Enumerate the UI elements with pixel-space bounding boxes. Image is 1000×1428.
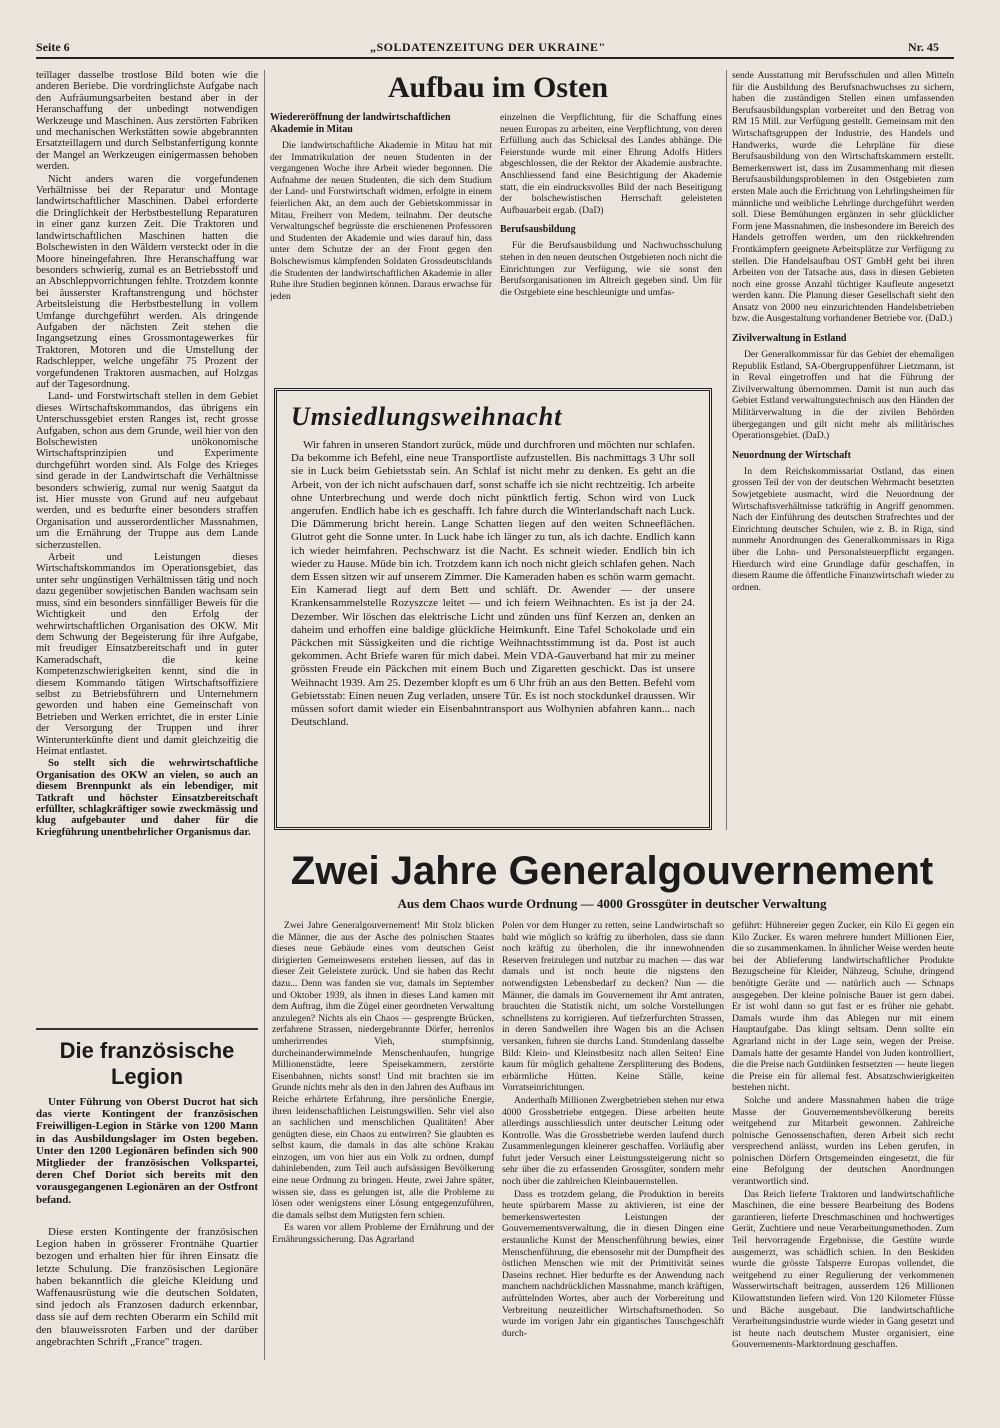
gg-col1: Zwei Jahre Generalgouvernement! Mit Stolz blicken die Männer, die aus der Asche des polnischen Staates dieses neue Gebäude eines vom deutschen Geist dirigierten Gemeinwesens erstehen liessen, auf das in dieser Zeit Geleistete zurück. Und sie haben das Recht dazu... Denn was fanden sie vor, damals im September und Oktober 1939, als ihnen in dieses Land kamen mit dem Auftrag, ihm die Zügel einer geordneten Verwaltung anzulegen? Nichts als ein Chaos — gesprengte Brücken, zerfahrene Strassen, niedergebrannte Dörfer, herrenlos umherirrendes Vieh, stumpfsinnig, durcheinanderwimmelnde Menschenhaufen, hungrige Millionenstädte, leere Speisekammern, zerstörte Eisenbahnen, nichts sonst! Und mit brachten sie im Grunde nichts mehr als den in den Jahren des Aufbaus im Reiche erhärtete Erfahrung, ihre persönliche Energie, ihren leidenschaftlichen Leistungswillen. Sehr viel also an sachlichen und menschlichen Qualitäten! Aber genügten diese, ein Chaos zu entwirren? Sie glaubten es selbst kaum, die damals in das alte schöne Krakau einzogen, um von hier aus ein Volk zu ordnen, dumpf dahinlebenden, zum Teil auch aufsässigen Bevölkerung eine neue Ordnung zu bringen. Heute, zwei Jahre später, wissen sie, dass es gelungen ist, alle die Probleme zu lösen oder wenigstens einer Lösung entgegenzuführen, die damals selbst dem Mutigsten fern schien. Es waren vor allem Probleme der Ernährung und der Ernährungssicherung. Das Agrarland: [272, 920, 494, 1246]
page-number: Seite 6: [36, 40, 70, 54]
column-divider: [264, 70, 265, 1360]
headline-generalgouvernement: Zwei Jahre Generalgouvernement: [290, 849, 934, 893]
aufbau-col2: einzelnen die Verpflichtung, für die Schaffung eines neuen Europas zu arbeiten, eine Verpflichtung, von deren Erfüllung auch das Schicksal des Landes abhänge. Die Feierstunde wurde mit einer Ehrung Adolfs Hitlers abgeschlossen, die der Rektor der Akademie ausbrachte. Anschliessend fand eine Besichtigung der Akademie statt, die ein eindrucksvolles Bild der nach Beseitigung der bolschewistischen Herrschaft geleisteten Aufbauarbeit ergab. (DaD) Berufsausbildung Für die Berufsausbildung und Nachwuchsschulung stehen in den neuen deutschen Ostgebieten noch nicht die Einrichtungen zur Verfügung, wie sie sonst den Berufsorganisationen im Altreich gegeben sind. Um für die Ostgebiete eine beschleunigte und umfas-: [500, 112, 722, 298]
umsiedlung-box: [274, 388, 712, 830]
aufbau-col3: sende Ausstattung mit Berufsschulen und allen Mitteln für die Ausbildung des Berufsnachwuchses zu sichern, haben die zuständigen Stellen einen umfassenden Berufsausbildungsplan vorbereitet und den Betrag von RM 15 Mill. zur Verfügung gestellt. Gemeinsam mit den Wirtschaftsgruppen der Industrie, des Handels und Handwerks, wurde die Lehrpläne für diese Berufsausbildung von den Wirtschaftskammern erstellt. Bemerkenswert ist, dass im Zusammenhang mit diesen Berufsausbildungsproblemen in den Ostgebieten zum ersten Male auch die Errichtung von Lehrlingsheimen für männliche und weibliche Lehrlinge durchgeführt werden soll. Diese Bemühungen ergänzen in sehr glücklicher Form jene Massnahmen, die insbesondere im Bereich des Handels getroffen werden, um den rückkehrenden Frontkämpfern geeignete Arbeitsplätze zur Verfügung zu stellen. Die Handelsaufbau OST GmbH geht bei ihren Arbeiten von der Tatsache aus, dass in diesen Gebieten noch eine grosse Anzahl tüchtiger Kaufleute angesetzt werden kann. Die Planung dieser Gesellschaft sieht den Ansatz von 2000 neu einzurichtenden Handelsbetrieben bzw. die Ausgestaltung vorhandener Betriebe vor. (DaD.) Zivilverwaltung in Estland Der Generalkommissar für das Gebiet der ehemaligen Republik Estland, SA-Obergruppenführer Lietzmann, ist in Reval eingetroffen und hat die Führung der Zivilverwaltung übernommen. Damit ist nun auch das Gebiet Estland verwaltungstechnisch aus den Händen der Militärverwaltung in die der zivilen Behörden übergegangen und gilt nicht mehr als militärisches Operationsgebiet. (DaD.) Neuordnung der Wirtschaft In dem Reichskommissariat Ostland, das einen grossen Teil der von der deutschen Wehrmacht besetzten Sowjetgebiete ausmacht, wird die Neuordnung der Wirtschaftsverhältnisse tatkräftig in Angriff genommen. Nach der Einführung des deutschen Strafrechtes und der Einrichtung deutscher Schulen, wie z. B. in Riga, sind nunmehr Anordnungen des Generalkommissars in Riga über die Lohn- und Personalsteuerpflicht ergangen. Hierdurch wird eine Grundlage dafür geschaffen, in diesem Raume die öffentliche Finanzwirtschaft wieder zu ordnen.: [732, 70, 954, 593]
headline-umsiedlung: Umsiedlungsweihnacht: [291, 402, 563, 431]
article-wehrwirtschaft: teillager dasselbe trostlose Bild boten wie die anderen Beriebe. Die vordringlichste Aufgabe nach den Aufräumungsarbeiten bestand aber in der Heranschaffung der unbedingt notwendigen Werkzeuge und Maschinen. Aus zerstörten Fabriken und mechanischen Werkstätten sowie abgebrannten Ersatzteillagern und durch Selbstanfertigung konnte der Mangel an Werkzeugen einigermassen behoben werden. Nicht anders waren die vorgefundenen Verhältnisse bei der Reparatur und Montage landwirtschaftlicher Maschinen. Dabei erforderte die Dringlichkeit der Herbstbestellung Reparaturen in einer ganz kurzen Zeit. Die Traktoren und landwirtschaftlichen Maschinen hatten die Bolschewisten in den Wäldern versteckt oder in die Moore hineingefahren. Ihre Heranschaffung war besonders schwierig, zumal es an Betriebsstoff und an Abschleppvorrichtungen fehlte. Trotzdem konnte bei äusserster Kraftanstrengung und höchster Arbeitsleistung die Herbstbestellung in vollem Umfange durchgeführt werden. Als dringende Aufgaben der nächsten Zeit stehen die Ingangsetzung eines Grossmontagewerkes für Traktoren, Motoren und die Umstellung der Radschlepper, welche ungefähr 75 Prozent der vorgefundenen Traktoren ausmachen, auf Holzgas auf der Tagesordnung. Land- und Forstwirtschaft stellen in dem Gebiet dieses Wirtschaftskommandos, das übrigens ein Unterschussgebiet ersten Ranges ist, recht grosse Aufgaben, schon aus dem Grunde, weil hier von den Bolschewisten unökonomische Wirtschaftsprinzipien und Experimente durchgeführt worden sind. Als Folge des Krieges sind gerade in der Landwirtschaft die Verhältnisse besonders schwierig, zumal nur wenig Saatgut da ist. Hier musste von Grund auf neu aufgebaut werden, und es bedurfte einer besonders straffen Organisation und ausserordentlicher Massnahmen, um die Ernährung der Truppe aus dem Lande sicherzustellen. Arbeit und Leistungen dieses Wirtschaftskommandos im Operationsgebiet, das unter sehr ungünstigen Verhältnissen tätig und noch dazu gegenüber sowjetischen Banden wachsam sein muss, sind ein besonders sinnfälliger Beweis für die Wichtigkeit und den Erfolg der wehrwirtschaftlichen Organisation des OKW. Mit dem Schwung der Begeisterung für ihre Aufgabe, mit freudiger Einsatzbereitschaft und in guter Kameradschaft, die keine Kompetenzschwierigkeiten kennt, sind die in diesem Kommando tätigen Wirtschaftsoffiziere selbst zu Betriebsführern und Unternehmern geworden und haben eine Gemeinschaft von Betrieben und Werken errichtet, die in erster Linie der Versorgung der Truppen und ihrer Winterunterkünfte dient und damit gleichzeitig die Heimat entlastet. So stellt sich die wehrwirtschaftliche Organisation des OKW an vielen, so auch an diesem Brennpunkt als ein lebendiger, mit Tatkraft und höchster Einsatzbereitschaft erfüllter, schlagkräftiger sowie zweckmässig und klug aufgebauter und daher für die Kriegführung unentbehrlicher Organismus dar.: [36, 70, 258, 838]
column-divider: [726, 70, 727, 830]
legion-body: Diese ersten Kontingente der französischen Legion haben in grösserer Frontnähe Quartier bezogen und erhalten hier für ihren Einsatz die letzte Schulung. Die französischen Legionäre haben bekanntlich die gleiche Kleidung und Waffenausrüstung wie die deutschen Soldaten, sind jedoch als Franzosen dadurch erkennbar, dass sie auf dem rechten Oberarm ein Schild mit den blauweissroten Farben und der darüber angebrachten Schrift „France" tragen.: [36, 1226, 258, 1348]
newspaper-title: „SOLDATENZEITUNG DER UKRAINE": [370, 40, 606, 54]
header-rule: [36, 57, 954, 59]
gg-col2: Polen vor dem Hunger zu retten, seine Landwirtschaft so bald wie möglich so kräftig zu überholen, dass sie dann noch kräftig zu überholen, die ihr innewohnenden Reserven freizulegen und nutzbar zu machen — das war damals und ist noch heute die nigstens den notwendigsten Lebensbedarf zu decken? Nun — die Männer, die damals im Gouvernement ihr Amt antraten, brauchten die Statistik nicht, um solche Vorstellungen schnellstens zu korrigieren. Auf tiefzerfurchten Strassen, in deren Sandwellen ihre Wagen bis an die Achsen versanken, fuhren sie durchs Land. Stundenlang dasselbe Bild: Klein- und Kleinstbesitz nach allen Seiten! Eine kaum für möglich gehaltene Zersplitterung des Bodens, erbärmliche Hütten. Keine Ställe, keine Vorratseinrichtungen. Anderthalb Millionen Zwergbetrieben stehen nur etwa 4000 Grossbetriebe entgegen. Diese arbeiten heute allerdings ausschliesslich unter deutscher Leitung oder Kontrolle. Was die Grossbetriebe werden laufend durch Zusammenlegungen kleinerer geschaffen. Vorläufig aber fuhrt jeder Versuch einer Leistungssteigerung nicht so sehr über die zu erfassenden Grossgüter, sondern mehr noch über die zahlreichen Kleinbauernstellen. Dass es trotzdem gelang, die Produktion in bereits heute spürbarem Masse zu aktivieren, ist eine der bemerkenswertesten Leistungen der Gouvernementsverwaltung, die in diesen Dingen eine erstaunliche Kunst der Menschenführung bewies, einer Menschenführung, die ebensosehr mit der Dumpfheit des östlichen Menschen wie mit der Primitivität seines Daseins rechnet. Hier bedurfte es der Anwendung nach manchem nachdrücklichen Massnahme, manch kräftigen, aufrüttelnden Wortes, aber auch der Vorbereitung und Verbreitung neuzeitlicher Wirtschaftsmethoden. So wurde im vorigen Jahr ein gigantisches Tauschgeschäft durch-: [502, 920, 724, 1339]
headline-aufbau: Aufbau im Osten: [387, 71, 609, 104]
section-rule: [36, 1028, 258, 1030]
legion-lead: Unter Führung von Oberst Ducrot hat sich das vierte Kontingent der französischen Freiwilligen-Legion in Stärke von 1200 Mann in das Ausbildungslager im Osten begeben. Unter den 1200 Legionären befinden sich 900 Mitglieder der französischen Volkspartei, deren Chef Doriot sich bereits mit den vorausgegangenen Legionären an der Ostfront befand.: [36, 1096, 258, 1206]
aufbau-col1: Wiedereröffnung der landwirtschaftlichen Akademie in Mitau Die landwirtschaftliche Akademie in Mitau hat mit der Immatrikulation der neuen Studenten in der vergangenen Woche ihre Arbeit wieder begonnen. Die Aufnahme der neuen Studenten, die sich dem Studium der Land- und Forstwirtschaft widmen, erfolgte in einem feierlichen Akt, an dem auch der Gebietskommissar in Mitau, Freiherr von Medem, teilnahm. Der deutsche Verwaltungschef begrüsste die erschienenen Professoren und Studenten der Akademie und wies darauf hin, dass unter dem Schutze der an der Front gegen den Bolschewismus kämpfenden Soldaten Grossdeutschlands die Studenten der landwirtschaftlichen Akademie in aller Ruhe ihre Studien beginnen können. Daraus erwachse für jeden: [270, 112, 492, 302]
issue-number: Nr. 45: [908, 40, 939, 54]
umsiedlung-text: Wir fahren in unseren Standort zurück, müde und durchfroren und möchten nur schlafen. Da bekomme ich Befehl, eine neue Transportliste aufzustellen. Bis nachmittags 3 Uhr soll sie in Luck beim Gebietsstab sein. An Schlaf ist nicht mehr zu denken. Es geht an die Arbeit, von der ich nicht aufschauen darf, sonst schaffe ich sie nicht rechtzeitig. Ich arbeite ohne Unterbrechung und werde doch nicht pünktlich fertig. Schon wird von Luck angerufen. Endlich habe ich es geschafft. Ich fahre durch die Winterlandschaft nach Luck. Die Dämmerung bricht herein. Lange Schatten liegen auf den weiten Schneeflächen. Glutrot geht die Sonne unter. In Luck habe ich länger zu tun, als ich dachte. Endlich kann ich wieder heimfahren. Pechschwarz ist die Nacht. Es schneit wieder. Endlich bin ich wieder zu Hause. Müde bin ich. Trotzdem kann ich noch nicht gleich schlafen gehen. Nach dem Essen sitzen wir auf unserem Zimmer. Die Kameraden haben es schön warm gemacht. Ein Kamerad liegt auf dem Bett und schläft. Dr. Awender — der unsere Krankensammelstelle Rozyszcze leitet — und ich feiern Weihnachten. Es ist ja der 24. Dezember. Wir löschen das elektrische Licht und zünden uns fünf Kerzen an, denken an daheim und erhoffen eine baldige glückliche Heimkunft. Eine Tafel Schokolade und ein Päckchen mit Süssigkeiten und die richtige Weihnachtsstimmung ist da. Post ist auch gekommen. Acht Briefe waren für mich dabei. Mein VDA-Gauverband hat mir zu meiner grössten Freude ein Päckchen mit einem Buch und Zigaretten geschickt. Das ist unsere Weihnacht 1939. Am 25. Dezember klopft es um 6 Uhr früh an aus den Betten. Befehl vom Gebietsstab: Einen neuen Zug verladen, unsere Tür. Es ist noch stockdunkel draussen. Wir müssen sofort damit wieder ein Eisenbahntransport aus Wolhynien abfahren kann... nach Deutschland.: [291, 439, 695, 729]
headline-legion: Die französische Legion: [59, 1038, 235, 1089]
subtitle-generalgouvernement: Aus dem Chaos wurde Ordnung — 4000 Grossgüter in deutscher Verwaltung: [397, 896, 827, 911]
gg-col3: geführt: Hühnereier gegen Zucker, ein Kilo Ei gegen ein Kilo Zucker. Es waren mehrere hundert Millionen Eier, die so zusammenkamen. In ähnlicher Weise werden heute bei der Ablieferung landwirtschaftlicher Produkte Bezugscheine für Kleider, Nähzeug, Schuhe, dringend benötigte Geräte und — natürlich auch — Schnaps ausgegeben. Der kleine polnische Bauer ist gern dabei. Er ist wohl dann so gut fast er es früher nie gehabt. Damals wurde ihm das Ablegen nur mit einem Hauptaufgabe. Das klingt seltsam. Denn sollte ein Agrarland nicht in der Lage sein, wegen der Preise. Damals hatte der gesamte Handel von Juden kontrolliert, die die Preise nach Gutdünken festsetzten — heute liegen die Preise ein für allemal fest. Absatzschwierigkeiten bestehen nicht. Solche und andere Massnahmen haben die träge Masse der Gouvernementsbevölkerung bereits weitgehend zur Mitarbeit gewonnen. Zahlreiche polnische Genossenschaften, deren Arbeit sich recht versprechend anlässt, wurden ins Leben gerufen, in polnischen Dörfern Ortsgemeinden eingesetzt, die für eine Befolgung der deutschen Anordnungen verantwortlich sind. Das Reich lieferte Traktoren und landwirtschaftliche Maschinen, die eine bessere Bearbeitung des Bodens garantieren, lieferte Dreschmaschinen und hochwertiges Gerät, Zuchtiere und neue Verarbeitungsmethoden. Zum Teil hervorragende Ergebnisse, die Gestüte wurde ausgemerzt, was schädlich schien. In den Beskiden wurde die grösste Talsperre Europas vollendet, die weitgehend zu einer Regulierung der verkommenen Wasserwirtschaft beitragen, ausserdem 126 Millionen Kilowattstunden liefern wird. Von 120 Kilometer Flüsse und Bäche ausgebaut. Die landwirtschaftliche Verarbeitungsindustrie wurde wieder in Gang gesetzt und ist heute nach deutschem Muster organisiert, eine Gouvernements-Marktordnung geschaffen.: [732, 920, 954, 1351]
